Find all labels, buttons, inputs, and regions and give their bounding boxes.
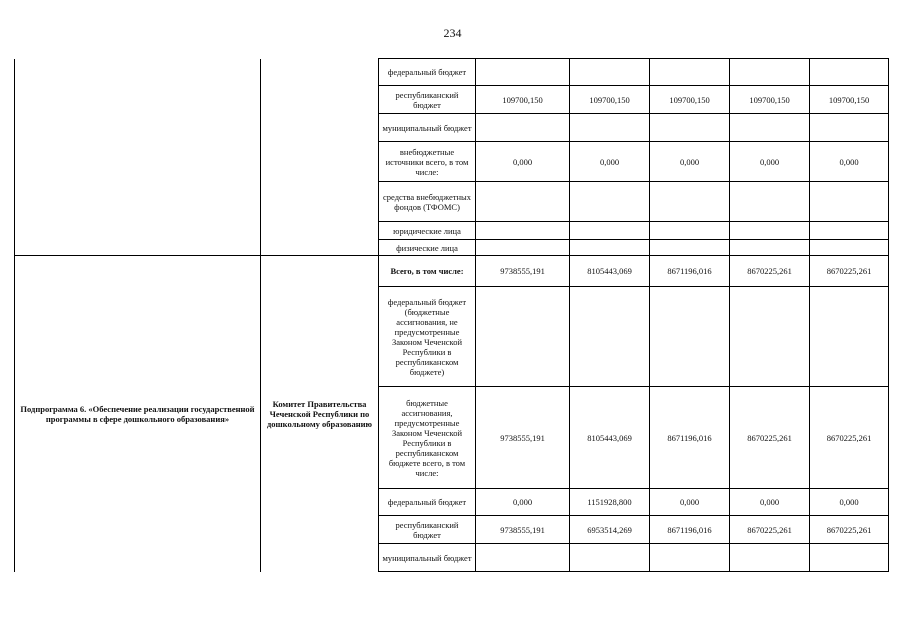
funding-source: муниципальный бюджет — [379, 544, 476, 572]
value-cell — [650, 59, 730, 86]
value-cell — [650, 182, 730, 222]
value-cell — [650, 544, 730, 572]
funding-source: республиканский бюджет — [379, 86, 476, 114]
value-cell: 8671196,016 — [650, 387, 730, 489]
value-cell — [730, 114, 810, 142]
value-cell: 0,000 — [570, 142, 650, 182]
value-cell — [730, 222, 810, 240]
value-cell: 8671196,016 — [650, 516, 730, 544]
value-cell: 109700,150 — [570, 86, 650, 114]
value-cell: 8670225,261 — [810, 387, 889, 489]
value-cell — [476, 182, 570, 222]
value-cell: 0,000 — [650, 489, 730, 516]
subprogram-title: Подпрограмма 6. «Обеспечение реализации государственной программы в сфере дошкольного образования» — [15, 256, 261, 572]
value-cell: 109700,150 — [650, 86, 730, 114]
funding-source: физические лица — [379, 240, 476, 256]
value-cell — [476, 240, 570, 256]
value-cell — [810, 544, 889, 572]
value-cell: 8670225,261 — [730, 387, 810, 489]
value-cell — [730, 544, 810, 572]
funding-source: федеральный бюджет — [379, 489, 476, 516]
program-cell-empty — [15, 59, 261, 256]
funding-source: бюджетные ассигнования, предусмотренные Законом Чеченской Республики в республиканском бюджете всего, в том числе: — [379, 387, 476, 489]
funding-source: республиканский бюджет — [379, 516, 476, 544]
budget-table — [14, 58, 889, 572]
value-cell — [570, 222, 650, 240]
value-cell — [810, 182, 889, 222]
value-cell: 9738555,191 — [476, 256, 570, 287]
value-cell: 8105443,069 — [570, 387, 650, 489]
value-cell: 8670225,261 — [730, 516, 810, 544]
value-cell — [810, 59, 889, 86]
value-cell: 8670225,261 — [730, 256, 810, 287]
value-cell — [476, 59, 570, 86]
value-cell: 8105443,069 — [570, 256, 650, 287]
value-cell — [730, 240, 810, 256]
value-cell — [476, 287, 570, 387]
funding-source: муниципальный бюджет — [379, 114, 476, 142]
value-cell — [570, 240, 650, 256]
value-cell: 109700,150 — [730, 86, 810, 114]
value-cell: 109700,150 — [810, 86, 889, 114]
agency-cell-empty — [261, 59, 379, 256]
value-cell: 9738555,191 — [476, 387, 570, 489]
value-cell — [650, 240, 730, 256]
page-number: 234 — [443, 26, 462, 40]
value-cell: 8670225,261 — [810, 256, 889, 287]
value-cell: 109700,150 — [476, 86, 570, 114]
value-cell — [476, 222, 570, 240]
value-cell: 0,000 — [476, 489, 570, 516]
value-cell — [730, 59, 810, 86]
table-row — [15, 59, 889, 86]
value-cell — [476, 114, 570, 142]
value-cell — [650, 222, 730, 240]
value-cell — [650, 114, 730, 142]
value-cell: 9738555,191 — [476, 516, 570, 544]
responsible-agency: Комитет Правительства Чеченской Республики по дошкольному образованию — [261, 256, 379, 572]
value-cell — [810, 240, 889, 256]
funding-source: Всего, в том числе: — [379, 256, 476, 287]
value-cell: 8670225,261 — [810, 516, 889, 544]
value-cell — [570, 182, 650, 222]
value-cell: 0,000 — [810, 489, 889, 516]
value-cell — [570, 287, 650, 387]
value-cell — [570, 59, 650, 86]
value-cell — [570, 544, 650, 572]
value-cell — [810, 114, 889, 142]
funding-source: средства внебюджетных фондов (ТФОМС) — [379, 182, 476, 222]
value-cell — [570, 114, 650, 142]
value-cell: 0,000 — [730, 489, 810, 516]
value-cell: 6953514,269 — [570, 516, 650, 544]
value-cell: 0,000 — [730, 142, 810, 182]
value-cell — [730, 287, 810, 387]
value-cell: 0,000 — [810, 142, 889, 182]
value-cell — [730, 182, 810, 222]
funding-source: федеральный бюджет — [379, 59, 476, 86]
value-cell — [476, 544, 570, 572]
value-cell: 8671196,016 — [650, 256, 730, 287]
value-cell: 0,000 — [476, 142, 570, 182]
funding-source: юридические лица — [379, 222, 476, 240]
value-cell: 1151928,800 — [570, 489, 650, 516]
funding-source: внебюджетные источники всего, в том числе: — [379, 142, 476, 182]
value-cell — [650, 287, 730, 387]
table-row — [15, 256, 889, 287]
value-cell — [810, 222, 889, 240]
value-cell — [810, 287, 889, 387]
funding-source: федеральный бюджет (бюджетные ассигнования, не предусмотренные Законом Чеченской Республики в республиканском бюджете) — [379, 287, 476, 387]
value-cell: 0,000 — [650, 142, 730, 182]
